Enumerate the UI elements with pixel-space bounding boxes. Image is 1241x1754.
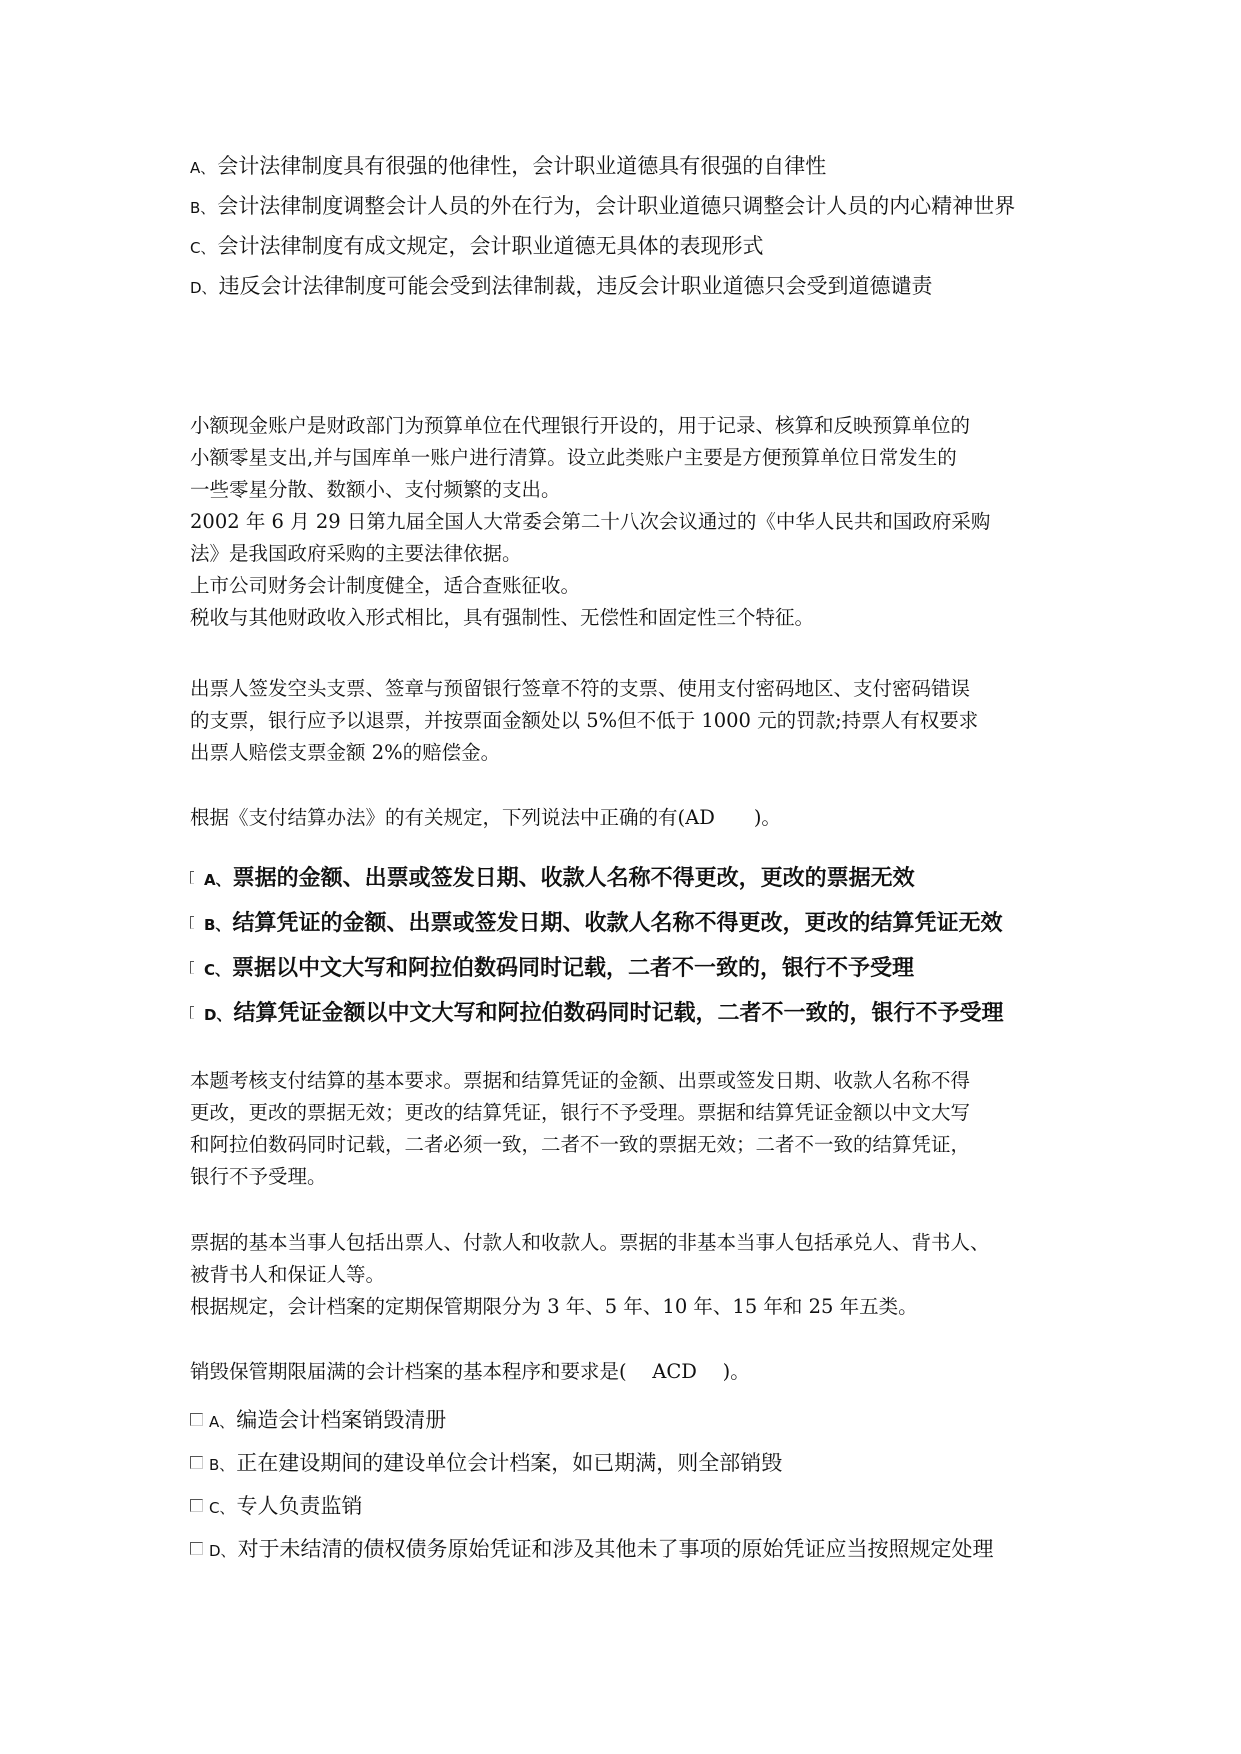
option-a: A、会计法律制度具有很强的他律性，会计职业道德具有很强的自律性 (190, 154, 827, 178)
checkbox-icon[interactable] (190, 961, 194, 974)
option-a: A、编造会计档案销毁清册 (190, 1406, 446, 1436)
paragraph-explanation: 本题考核支付结算的基本要求。票据和结算凭证的金额、出票或签发日期、收款人名称不得 更改，更改的票据无效；更改的结算凭证，银行不予受理。票据和结算凭证金额以中文大写 和阿拉伯数码同时记载，二者必须一致，二者不一致的票据无效；二者不一致的结算凭证， 银行不予受理。 (190, 1069, 971, 1188)
option-d: D、违反会计法律制度可能会受到法律制裁，违反会计职业道德只会受到道德谴责 (190, 274, 933, 298)
option-c: C、专人负责监销 (190, 1492, 362, 1522)
option-c: C、票据以中文大写和阿拉伯数码同时记载，二者不一致的，银行不予受理 (190, 955, 914, 984)
question-payment-settlement: 根据《支付结算办法》的有关规定，下列说法中正确的有(AD )。 (190, 806, 781, 829)
option-a: A、票据的金额、出票或签发日期、收款人名称不得更改，更改的票据无效 (190, 865, 915, 894)
checkbox-icon[interactable] (190, 1542, 203, 1555)
option-b: B、会计法律制度调整会计人员的外在行为，会计职业道德只调整会计人员的内心精神世界 (190, 194, 1016, 218)
paragraph-bad-check: 出票人签发空头支票、签章与预留银行签章不符的支票、使用支付密码地区、支付密码错误 的支票，银行应予以退票，并按票面金额处以 5%但不低于 1000 元的罚款;持票人有权要求 出票人赔偿支票金额 2%的赔偿金。 (190, 677, 979, 764)
checkbox-icon[interactable] (190, 1006, 194, 1019)
checkbox-icon[interactable] (190, 1499, 203, 1512)
checkbox-icon[interactable] (190, 1456, 203, 1469)
option-d: D、对于未结清的债权债务原始凭证和涉及其他未了事项的原始凭证应当按照规定处理 (190, 1535, 994, 1565)
question-archive-destruction: 销毁保管期限届满的会计档案的基本程序和要求是( ACD )。 (190, 1360, 750, 1383)
checkbox-icon[interactable] (190, 1413, 203, 1426)
paragraph-small-cash-account: 小额现金账户是财政部门为预算单位在代理银行开设的，用于记录、核算和反映预算单位的 小额零星支出,并与国库单一账户进行清算。设立此类账户主要是方便预算单位日常发生的 一些零星分散、数额小、支付频繁的支出。 2002 年 6 月 29 日第九届全国人大常委会第二十八次会议通过的《中华人民共和国政府采购 法》是我国政府采购的主要法律依据。 上市公司财务会计制度健全，适合查账征收。 税收与其他财政收入形式相比，具有强制性、无偿性和固定性三个特征。 (190, 414, 991, 629)
checkbox-icon[interactable] (190, 916, 194, 929)
option-b: B、结算凭证的金额、出票或签发日期、收款人名称不得更改，更改的结算凭证无效 (190, 910, 1002, 939)
checkbox-icon[interactable] (190, 871, 194, 884)
option-b: B、正在建设期间的建设单位会计档案，如已期满，则全部销毁 (190, 1449, 782, 1479)
paragraph-bill-parties: 票据的基本当事人包括出票人、付款人和收款人。票据的非基本当事人包括承兑人、背书人、 被背书人和保证人等。 根据规定，会计档案的定期保管期限分为 3 年、5 年、10 年、15 年和 25 年五类。 (190, 1231, 990, 1318)
option-d: D、结算凭证金额以中文大写和阿拉伯数码同时记载，二者不一致的，银行不予受理 (190, 1000, 1003, 1029)
option-c: C、会计法律制度有成文规定，会计职业道德无具体的表现形式 (190, 234, 764, 258)
